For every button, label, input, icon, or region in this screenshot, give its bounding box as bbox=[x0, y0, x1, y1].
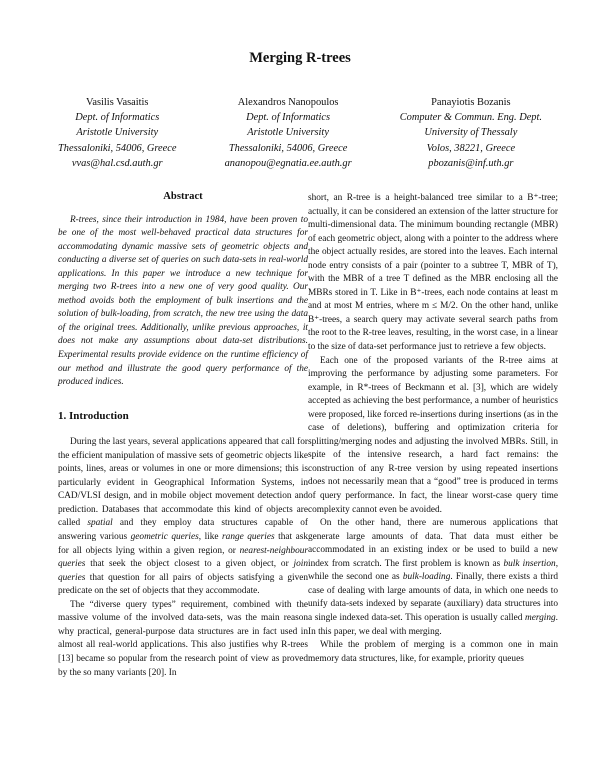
intro-paragraph-4: Each one of the proposed variants of the R-tree aims at improving the performance by adjusting some parameters. For example, in R*-trees of Beckmann et al. [3], which are widely accepted as achieving the best performance, a number of heuristics were proposed, like forced re-insertions during insertions (as in the case of deletions), buffering and optimization criteria for splitting/merging nodes and adjusting the involved MBRs. Still, in spite of the intensive research, a hard fact remains: the construction of any R-tree version by using repeated insertions does not necessarily mean that a “good” tree is produced in terms of query performance. In fact, the linear worst-case query time complexity cannot even be avoided. bbox=[308, 355, 558, 515]
author-1 bbox=[58, 95, 177, 171]
author-city: Thessaloniki, 54006, Greece bbox=[228, 142, 348, 154]
text-run: During the last years, several applications appeared that call for the efficient manipulation of massive sets of geometric objects like points, lines, areas or volumes in one or more dimensions; this is particularly evident in Geographical Information Systems, in CAD/VLSI design, and in mobile object movement detection and prediction. Databases that accommodate this kind of objects are called bbox=[58, 437, 308, 529]
text-run: , like bbox=[198, 532, 219, 543]
right-column bbox=[308, 192, 558, 666]
author-email: pbozanis@inf.uth.gr bbox=[428, 157, 514, 169]
text-run: that question for all pairs of objects satisfying a given predicate on the set of objects that they accommodate. bbox=[58, 572, 308, 597]
emphasis: join queries bbox=[58, 559, 309, 583]
emphasis: bulk-loading bbox=[402, 572, 451, 583]
intro-paragraph-6: While the problem of merging is a common one in main memory data structures, like, for example, priority queues bbox=[308, 640, 558, 664]
text-run: and they employ data structures capable of answering various bbox=[58, 518, 309, 543]
emphasis: range queries bbox=[222, 532, 275, 543]
intro-paragraph-1 bbox=[58, 436, 308, 599]
text-run: that ask for all objects lying within a given region, or bbox=[58, 532, 309, 556]
author-univ: Aristotle University bbox=[76, 127, 159, 139]
author-name: Vasilis Vasaitis bbox=[86, 97, 149, 108]
emphasis: spatial bbox=[87, 518, 113, 529]
author-dept: Computer & Commun. Eng. Dept. bbox=[399, 112, 542, 124]
author-city: Thessaloniki, 54006, Greece bbox=[58, 142, 177, 154]
text-run: . Finally, there exists a third case of dealing with large amounts of data, in which one needs to unify data-sets indexed by separate (auxiliary) data structures into a single indexed data-set. This operation is usually called bbox=[308, 572, 558, 623]
intro-paragraph-3: short, an R-tree is a height-balanced tree similar to a B⁺-tree; actually, it can be considered an extension of the latter structure for multi-dimensional data. The minimum bounding rectangle (MBR) of each geometric object, along with a pointer to the address where the object actually resides, are stored into the leaves. Each internal node entry consists of a pair (pointer to a subtree T, MBR of T), with the MBR of a tree T defined as the MBR enclosing all the MBRs stored in T. Like in B⁺-trees, each node contains at least m and at most M entries, where m ≤ M/2. On the other hand, unlike B⁺-trees, a search query may activate several search paths from the root to the R-tree leaves, resulting, in the worst case, in a linear to the size of data-set performance just to retrieve a few objects. bbox=[308, 193, 558, 353]
intro-paragraph-5 bbox=[308, 517, 558, 639]
author-3 bbox=[400, 95, 542, 171]
author-dept: Dept. of Informatics bbox=[246, 112, 331, 124]
author-block bbox=[58, 95, 542, 171]
author-univ: Aristotle University bbox=[247, 127, 329, 139]
author-email: vvas@hal.csd.auth.gr bbox=[71, 157, 163, 169]
emphasis: merging bbox=[525, 612, 556, 623]
text-run: , while the second one as bbox=[308, 558, 559, 583]
author-2 bbox=[225, 95, 352, 171]
author-email: ananopou@egnatia.ee.auth.gr bbox=[224, 157, 352, 169]
text-run: . In this paper, we deal with merging. bbox=[308, 612, 558, 637]
text-run: On the other hand, there are numerous applications that generate large amounts of data. That data must either be accommodated in an existing index or be used to build a new index from scratch. The first problem is known as bbox=[308, 518, 558, 569]
emphasis: geometric queries bbox=[130, 532, 199, 543]
emphasis: bulk insertion bbox=[503, 558, 556, 569]
emphasis: nearest-neighbour queries bbox=[58, 545, 308, 570]
author-city: Volos, 38221, Greece bbox=[426, 142, 516, 154]
intro-paragraph-2: The “diverse query types” requirement, combined with the massive volume of the involved data-sets, was the main reason why practical, general-purpose data structures are in fact used in almost all real-world applications. This also justifies why R-trees [13] became so popular from the research point of view as proved by the so many variants [20]. In bbox=[58, 599, 308, 678]
author-name: Panayiotis Bozanis bbox=[431, 97, 511, 108]
author-name: Alexandros Nanopoulos bbox=[237, 97, 339, 108]
abstract-heading: Abstract bbox=[163, 191, 203, 202]
section-heading: 1. Introduction bbox=[58, 409, 129, 422]
author-dept: Dept. of Informatics bbox=[75, 112, 160, 124]
text-run: that seek the object closest to a given object, or bbox=[90, 559, 289, 570]
author-univ: University of Thessaly bbox=[424, 127, 518, 139]
paper-title: Merging R-trees bbox=[249, 50, 351, 66]
abstract-text: R-trees, since their introduction in 1984, have been proven to be one of the most well-behaved practical data structures for accommodating dynamic massive sets of geometric objects and conducting a diverse set of queries on such data-sets in real-world applications. In this paper we introduce a new technique for merging two R-trees into a new one of very good quality. Our method avoids both the employment of bulk insertions and the solution of bulk-loading, from scratch, the new tree using the data of the original trees. Additionally, unlike previous approaches, it does not make any assumptions about data-set distributions. Experimental results provide evidence on the runtime efficiency of our method and illustrate the good query performance of the produced indices. bbox=[58, 214, 308, 388]
left-column bbox=[58, 190, 308, 680]
